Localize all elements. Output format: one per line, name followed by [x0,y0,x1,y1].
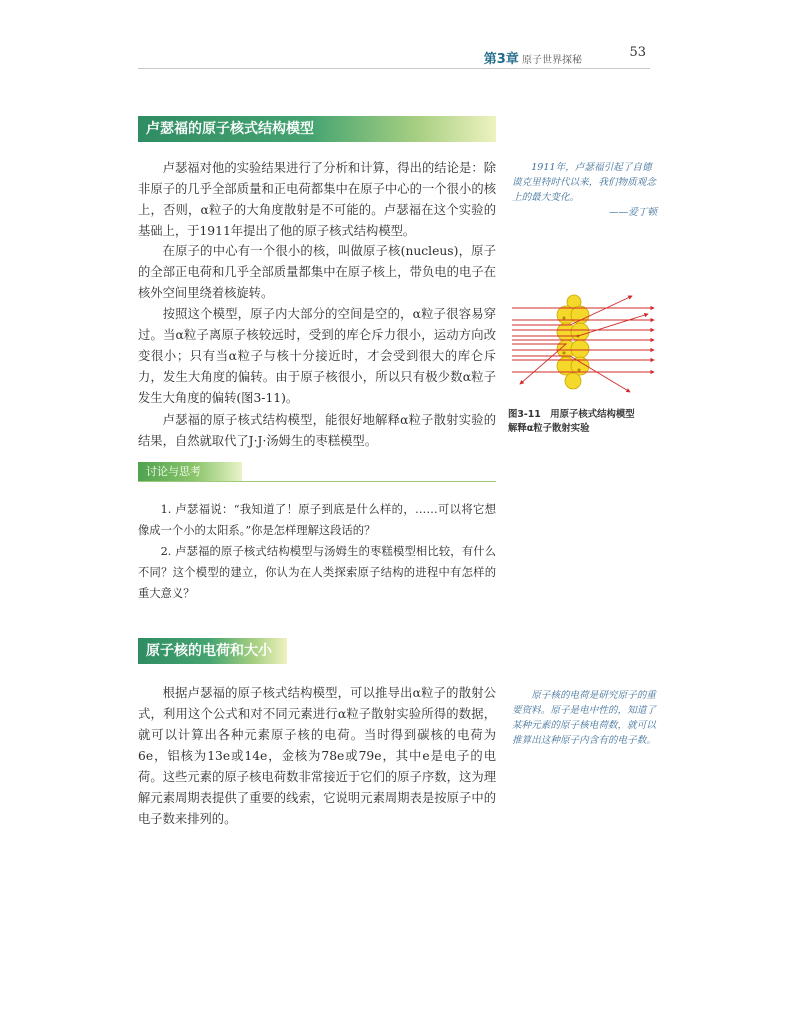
discussion-divider [138,481,496,482]
figure-caption-line: 图3-11 用原子核式结构模型 [508,409,635,420]
body-paragraph: 根据卢瑟福的原子核式结构模型，可以推导出α粒子的散射公式，利用这个公式和对不同元素进行α粒子散射实验所得的数据，就可以计算出各种元素原子核的电荷。当时得到碳核的电荷为6e，铝核为13e或14e，金核为78e或79e，其中e是电子的电荷。这些元素的原子核电荷数非常接近于它们的原子序数，这为理解元素周期表提供了重要的线索，它说明元素周期表是按原子中的电子数来排列的。 [138,686,496,826]
chapter-number: 第3章 [483,52,519,67]
section-title-rutherford-model: 卢瑟福的原子核式结构模型 [138,116,496,142]
section-title-nuclear-charge: 原子核的电荷和大小 [138,638,287,664]
nucleus-cluster [557,295,589,389]
discussion-title: 讨论与思考 [138,462,242,481]
figure-caption [508,408,668,436]
margin-note-attribution: ——爱丁顿 [609,207,657,218]
discussion-question: 2. 卢瑟福的原子核式结构模型与汤姆生的枣糕模型相比较，有什么不同？这个模型的建立，你认为在人类探索原子结构的进程中有怎样的重大意义？ [138,545,496,600]
page-number: 53 [629,45,646,60]
alpha-scattering-figure [508,292,658,400]
body-paragraph: 卢瑟福对他的实验结果进行了分析和计算，得出的结论是：除非原子的几乎全部质量和正电荷都集中在原子中心的一个很小的核上，否则，α粒子的大角度散射是不可能的。卢瑟福在这个实验的基础上，于1911年提出了他的原子核式结构模型。 [138,161,496,238]
figure-caption-line: 解释α粒子散射实验 [508,423,590,434]
chapter-label [484,48,582,67]
margin-note-nuclear-charge: 原子核的电荷是研究原子的重要资料。原子是电中性的，知道了某种元素的原子核电荷数，就可以推算出这种原子内含有的电子数。 [512,690,656,746]
margin-note-text: 1911年，卢瑟福引起了自德谟克里特时代以来，我们物质观念上的最大变化。 [512,162,656,203]
discussion-question: 1. 卢瑟福说：“我知道了！原子到底是什么样的，……可以将它想像成一个小的太阳系。”你是怎样理解这段话的？ [138,503,496,537]
body-paragraph: 在原子的中心有一个很小的核，叫做原子核(nucleus)，原子的全部正电荷和几乎全部质量都集中在原子核上，带负电的电子在核外空间里绕着核旋转。 [138,244,496,300]
body-paragraph: 按照这个模型，原子内大部分的空间是空的，α粒子很容易穿过。当α粒子离原子核较远时，受到的库仑斥力很小，运动方向改变很小；只有当α粒子与核十分接近时，才会受到很大的库仑斥力，发生大角度的偏转。由于原子核很小，所以只有极少数α粒子发生大角度的偏转(图3-11)。 [138,307,496,405]
page-header [138,44,650,69]
body-paragraph: 卢瑟福的原子核式结构模型，能很好地解释α粒子散射实验的结果，自然就取代了J·J·汤姆生的枣糕模型。 [138,413,496,448]
chapter-title: 原子世界探秘 [522,55,582,66]
margin-note-quote [512,160,657,220]
